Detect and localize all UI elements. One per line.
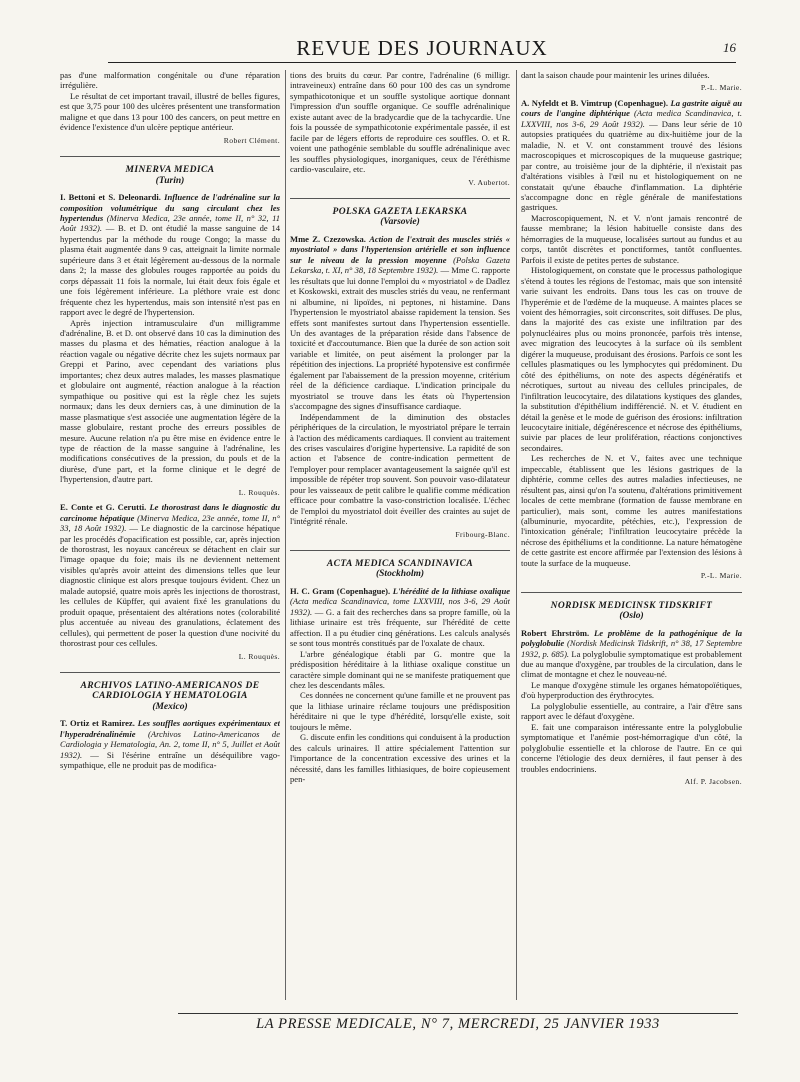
article-reference: (Minerva Medica, 23e année, tome II, n° 32, 11 Août 1932). [60, 212, 280, 234]
journal-section-heading: POLSKA GAZETA LEKARSKA [290, 198, 510, 217]
signature: Robert Clément. [223, 135, 280, 145]
article-title: L'hérédité de la lithiase oxalique [392, 585, 510, 596]
paragraph: dant la saison chaude pour maintenir les urines diluées. [521, 70, 710, 80]
article-authors: H. C. Gram (Copenhague). [290, 585, 391, 596]
signature: V. Aubertot. [468, 177, 510, 187]
paragraph: Ces données ne concernent qu'une famille et ne prouvent pas que la lithiase urinaire réclame toujours une prédisposition héréditaire ni que le type d'hérédité, lorsqu'elle existe, soit toujours le même. [290, 690, 510, 732]
article-authors: T. Ortiz et Ramirez. [60, 718, 135, 729]
article [60, 192, 280, 498]
paragraph: Le manque d'oxygène stimule les organes hématopoïétiques, d'où hyperproduction des érythrocytes. [521, 679, 742, 701]
paragraph: G. discute enfin les conditions qui conduisent à la production des calculs urinaires. Il attire spécialement l'attention sur l'importance de la concentration excessive des urines et la nécessité, dans les familles lithiasiques, de boire copieusement pen- [290, 732, 510, 785]
journal-section-heading: ARCHIVOS LATINO-AMERICANOS DE CARDIOLOGIA Y HEMATOLOGIA [60, 672, 280, 702]
article-reference: (Acta medica Scandinavica, t. LXXVIII, nos 3-6, 29 Août 1932). [521, 108, 742, 129]
paragraph: Après injection intramusculaire d'un milligramme d'adrénaline, B. et D. ont observé dans 10 cas la diminution des masses du plasma et des hématies, réaction analogue à la réaction vagale ou négative décrite chez les sujets normaux par Greppi et Parino, avec cependant des variations plus importantes; chez deux autres malades, les masses plasmatique et globulaire ont augmenté, réaction analogue à la réaction sympathique ou positive qui est la règle chez les sujets normaux; dans les deux derniers cas, à une diminution de la masse plasmatique s'est associée une augmentation légère de la masse globulaire, restant proche des erreurs possibles de mesure. Aucune relation n'a pu être mise en évidence entre le type de réaction de la masse sanguine à l'adrénaline, les modifications consécutives de la pression, du pouls et de la diurèse, d'une part, et la forme clinique et le degré de l'hypertension, d'autre part. [60, 317, 280, 485]
paragraph: Histologiquement, on constate que le processus pathologique s'étend à toutes les régions de l'estomac, mais que son intensité varie suivant les endroits. Dans tous les cas on trouve de l'hyperémie et de l'œdème de la muqueuse. A maintes places se voient des hémorragies, soit circonscrites, soit diffuses. De plus, dans la majorité des cas existe une infiltration par des polynucléaires plus ou moins prononcée, parfois très intense, avec migration des leucocytes à la surface où ils semblent digérer la muqueuse, produisant des érosions. Parfois ce sont les cellules plasmatiques ou les lymphocytes qui prédominent. Du côté des épithéliums, on note des aspects dégénératifs et nécrotiques, surtout au niveau des cellules principales, de l'infiltration leucocytaire, des dilatations kystiques des glandes, la substitution d'épithélium indifférencié. N. et V. étudient en détail la genèse et le mode de guérison des érosions: infiltration leucocytaire initiale, dégénérescence et nécrose des épithéliums, suivie par places de leur prolifération, réactions conjonctives secondaires. [521, 265, 742, 453]
article-title: Les souffles aortiques expérimentaux et l'hyperadrénalinémie [60, 718, 280, 739]
article-title: Action de l'extrait des muscles striés « myostriatol » dans l'hypertension artérielle et son influence sur le niveau de la pression moyenne [290, 233, 510, 265]
article-title: La gastrite aiguë au cours de l'angine diphtérique [521, 97, 742, 119]
page-title: REVUE DES JOURNAUX [296, 36, 548, 60]
paragraph: E. fait une comparaison intéressante entre la polyglobulie symptomatique et l'anémie post-hémorragique d'un côté, la polyglobulie essentielle et la chlorose de l'autre. En ce qui concerne l'étiologie des deux dernières, il faut penser à des troubles endocriniens. [521, 721, 742, 774]
journal-section-place: (Varsovie) [380, 217, 420, 228]
article [521, 98, 742, 582]
article-authors: Mme Z. Czezowska. [290, 233, 366, 244]
article-title: Influence de l'adrénaline sur la composition volumétrique du sang circulant chez les hypertendus [60, 192, 280, 223]
column-2 [290, 70, 510, 1010]
article [60, 718, 280, 770]
article-text: — B. et D. ont étudié la masse sanguine de 14 hypertendus par la méthode du rouge Congo; la masse du plasma était augmentée dans 9 cas, atteignait la limite normale supérieure dans 3 et était légèrement au-dessous de la normale dans 2; la masse des globules rouges rapportée au poids du corps dépassait 11 fois la normale, lui était deux fois égale et une fois légèrement inférieure. La pléthore vraie est donc fréquente chez les hypertendus, mais son intensité n'est pas en rapport avec le degré de l'hypertension. [60, 223, 280, 318]
journal-section-place: (Mexico) [152, 701, 188, 712]
column-3 [521, 70, 742, 1010]
page-footer: LA PRESSE MEDICALE, N° 7, MERCREDI, 25 JANVIER 1933 [178, 1013, 738, 1040]
journal-section-place: (Oslo) [619, 611, 644, 622]
signature: P.-L. Marie. [700, 571, 742, 581]
article-reference: (Minerva Medica, 23e année, tome II, n° 33, 18 Août 1932). [60, 512, 280, 534]
column-divider [516, 70, 517, 1000]
article [521, 628, 742, 788]
article [60, 502, 280, 662]
article-reference: (Polska Gazeta Lekarska, t. XI, n° 38, 18 Septembre 1932). [290, 254, 510, 276]
article-reference: (Nordisk Medicinsk Tidskrift, n° 38, 17 Septembre 1932, p. 685). [521, 638, 742, 659]
journal-section-heading: NORDISK MEDICINSK TIDSKRIFT [521, 592, 742, 611]
paragraph: tions des bruits du cœur. Par contre, l'adrénaline (6 milligr. intraveineux) entraîne dans 60 pour 100 des cas un syndrome sympathicotonique et un souffle systolique aortique donnant l'impression d'un souffle organique. Ce souffle adrénalinique existe autant avec de la bradycardie que de la tachycardie. Une fois la poussée de sympathicotonie expérimentale passée, il est facile par de légers efforts de reproduire ces souffles. O. et R. voient une pathogénie semblable du souffle adrénalinique avec les souffles physiologiques, inorganiques, ceux de l'éréthisme cardio-vasculaire, etc. [290, 70, 510, 175]
signature: Fribourg-Blanc. [455, 529, 510, 539]
article-text: — Le diagnostic de la carcinose hépatique par les procédés d'opacification est possible, car, après injection de thorostrast, les noyaux cancéreux se détachent en clair sur l'image opaque du foie; mais ils ne deviennent nettement visibles qu'après avoir atteint des dimensions telles que leur diagnostic clinique est alors presque toujours évident. Chez un malade autopsié, quatre mois après les injections de thorostrast, les cellules de Küpffer, qui avaient fixé les granulations du produit opaque, présentaient des altérations notes (colorabilité plus accentuée au niveau des granulations, éclatement des cellules), qui permettent de poser la question d'une nocivité du thorostrast pour ces cellules. [60, 523, 280, 649]
signature: L. Rouquès. [238, 651, 280, 661]
paragraph: pas d'une malformation congénitale ou d'une réparation irrégulière. [60, 70, 280, 91]
article-text: — Si l'ésérine entraîne un déséquilibre vago-sympathique, elle ne produit pas de modifica- [60, 749, 280, 771]
page-number: 16 [723, 40, 736, 55]
paragraph: La polyglobulie essentielle, au contraire, a l'air d'être sans rapport avec le défaut d'oxygène. [521, 700, 742, 722]
signature: Alf. P. Jacobsen. [684, 777, 742, 786]
paragraph: Macroscopiquement, N. et V. n'ont jamais rencontré de fausse membrane; la lésion habituelle consiste dans des hémorragies de la muqueuse, localisées surtout au fundus et au corps, tantôt discrètes et ponctiformes, tantôt confluentes. Parfois il existe de petites pertes de substance. [521, 212, 742, 265]
page-header [108, 36, 736, 63]
paragraph: Le résultat de cet important travail, illustré de belles figures, est que 3,75 pour 100 des ulcères présentent une transformation maligne et que dans 13 pour 100 des cancers, on peut mettre en évidence l'existence d'un ulcère peptique antérieur. [60, 90, 280, 133]
paragraph: Les recherches de N. et V., faites avec une technique impeccable, établissent que les lésions gastriques de la diphtérie, comme celles des autres maladies infectieuses, ne résultent pas, ainsi qu'on l'a soutenu, d'altérations primitivement locales de cette membrane (formation de fausse membrane en particulier), mais sont, comme les autres manifestations (albuminurie, myocardite, pétéchies, etc.), l'expression de l'intoxication générale; l'infiltration leucocytaire précède la nécrose des épithéliums et la conditionne. La nature hématogène de cette gastrite est encore affirmée par l'extension des lésions à toute la surface de la muqueuse. [521, 453, 742, 568]
article-authors: A. Nyfeldt et B. Vimtrup (Copenhague). [521, 97, 668, 108]
journal-section-place: (Stockholm) [375, 569, 425, 580]
paragraph: L'arbre généalogique établi par G. montre que la prédisposition héréditaire à la lithiase oxalique constitue un caractère simple dominant qui ne se manifeste pratiquement que chez les descendants mâles. [290, 648, 510, 691]
article-text: — Dans leur série de 10 autopsies pratiquées du quatrième au dix-huitième jour de la maladie, N. et V. ont constamment trouvé des lésions macroscopiques et microscopiques de la muqueuse gastrique; par contre, au troisième jour de la diphtérie, il n'existait pas d'altérations visibles à l'œil nu et histologiquement on ne constatait qu'une ébauche d'inflammation. La diphtérie s'accompagne donc en règle générale de manifestations gastriques. [521, 118, 742, 213]
signature: P.-L. Marie. [700, 83, 742, 93]
article-authors: I. Bettoni et S. Deleonardi. [60, 192, 161, 203]
article-title: Le thorostrast dans le diagnostic du carcinome hépatique [60, 502, 280, 523]
signature: L. Rouquès. [238, 487, 280, 497]
journal-section-place: (Turin) [155, 175, 185, 186]
column-divider [285, 70, 286, 1000]
article [290, 586, 510, 785]
article [290, 234, 510, 540]
article-reference: (Archivos Latino-Americanos de Cardiologia y Hematologia, An. 2, tome II, n° 5, Juillet et Août 1932). [60, 728, 280, 760]
article-text: — Mme C. rapporte les résultats que lui donne l'emploi du « myostriatol » de Dadlez et Koskowski, extrait des muscles striés du veau, ne renfermant ni albumine, ni lipoïdes, ni peptones, ni histamine. Dans l'hypertension le myostriatol abaisse rapidement la tension. Ses effets sont manifestes surtout dans l'hypertension essentielle. Un des avantages de la préparation réside dans l'absence de toxicité et d'accoutumance. Bien que la durée de son action soit variable et limitée, on peut aisément la prolonger par la répétition des injections. La propriété hypotensive est confirmée également par l'abaissement de la pression moyenne, critérium réel de la déficience cardiaque. L'indication principale du myostriatol se trouve dans les états où l'hypertension s'accompagne des signes d'insuffisance cardiaque. [290, 265, 510, 412]
article-text: La polyglobulie symptomatique est probablement due au manque d'oxygène, par troubles de la circulation, dans le climat de montagne et chez le nouveau-né. [521, 648, 742, 680]
journal-section-heading: MINERVA MEDICA [60, 156, 280, 175]
article-authors: E. Conte et G. Cerutti. [60, 502, 147, 513]
article-authors: Robert Ehrström. [521, 627, 590, 638]
column-1 [60, 70, 280, 1010]
journal-section-heading: ACTA MEDICA SCANDINAVICA [290, 550, 510, 569]
article-title: Le problème de la pathogénique de la polyglobulie [521, 627, 742, 649]
article-text: — G. a fait des recherches dans sa propre famille, où la lithiase urinaire est très fréquente, sur l'hérédité de cette affection. Il a pu étudier cinq générations. Les calculs analysés se sont tous montrés constitués par de l'oxalate de chaux. [290, 606, 510, 649]
article-reference: (Acta medica Scandinavica, tome LXXVIII, nos 3-6, 29 Août 1932). [290, 596, 510, 617]
paragraph: Indépendamment de la diminution des obstacles périphériques de la circulation, le myostriatol prépare le terrain à l'action des médicaments cardiaques. Il convient au traitement des crises vasculaires d'origine hypertensive. La rapidité de son action et l'absence de contre-indication permettent de l'employer pour remplacer avantageusement la saignée qu'il est impossible de répéter trop souvent. Son pouvoir vaso-dilatateur pour les vaisseaux de petit calibre le qualifie comme médication efficace pour combattre la vaso-constriction localisée. L'échec de l'emploi du myostriatol doit éveiller des craintes au sujet de l'intégrité rénale. [290, 411, 510, 527]
